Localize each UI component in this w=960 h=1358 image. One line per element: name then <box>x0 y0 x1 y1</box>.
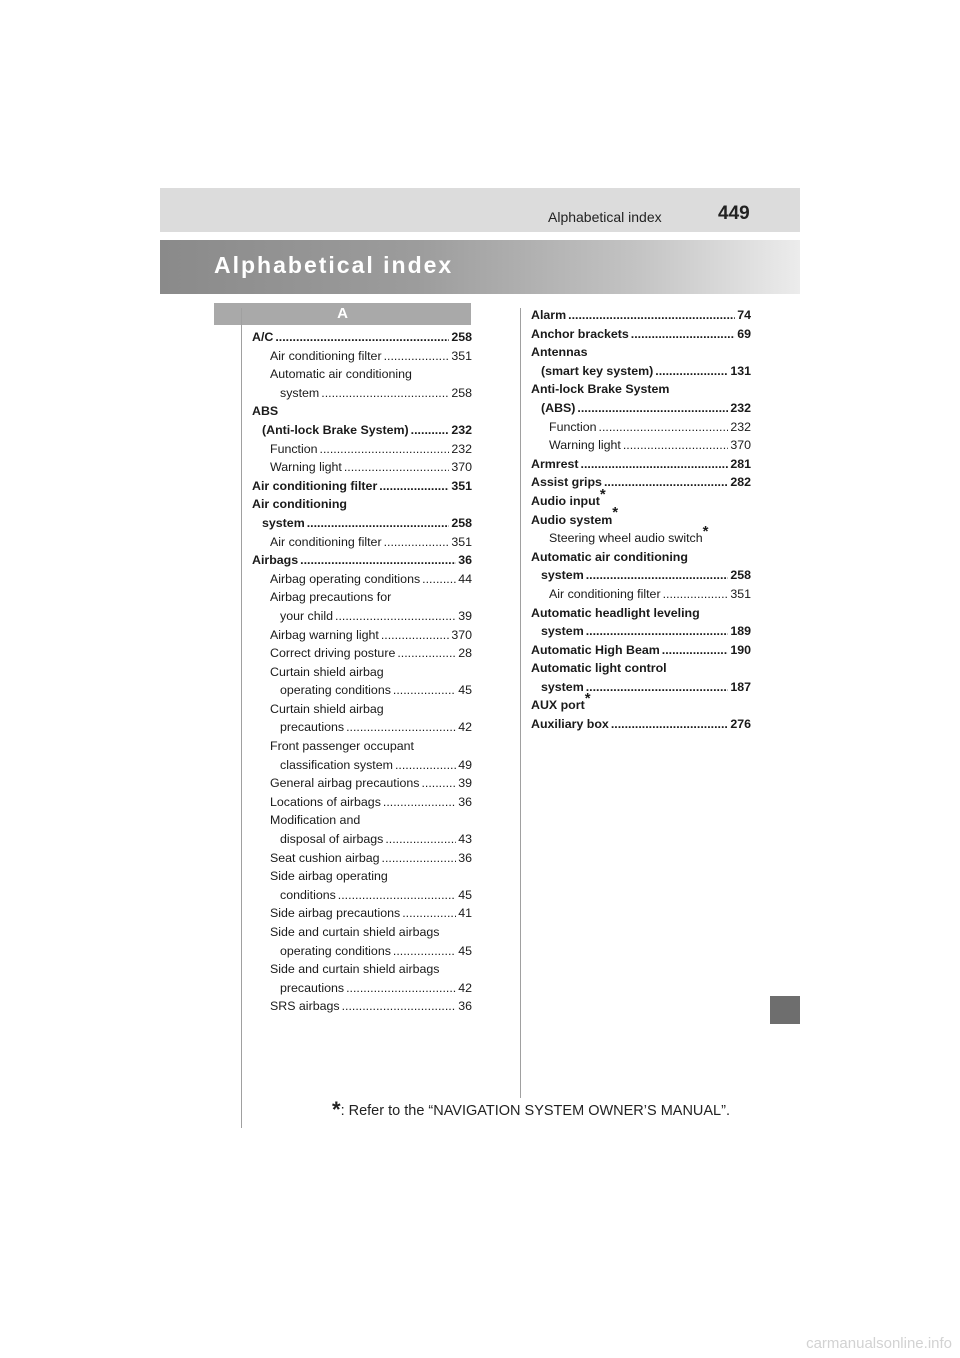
index-entry <box>252 774 472 793</box>
index-page-number: 42 <box>458 720 472 735</box>
index-entry-line <box>531 604 751 623</box>
index-entry-text: Airbags <box>252 553 299 568</box>
dot-leader <box>342 997 457 1016</box>
middle-column-rule <box>520 308 521 1098</box>
index-entry-text: AUX port <box>531 698 585 713</box>
index-entry-line <box>270 718 472 737</box>
index-entry-text: Curtain shield airbag <box>270 664 384 679</box>
header-section-title: Alphabetical index <box>548 209 662 225</box>
index-page-number: 36 <box>458 553 472 568</box>
index-entry <box>531 306 751 325</box>
index-page-number: 258 <box>451 515 472 530</box>
index-page-number: 39 <box>458 608 472 623</box>
index-entry-line <box>270 774 472 793</box>
index-entry-line <box>270 347 472 366</box>
section-tab-marker <box>770 996 800 1024</box>
dot-leader <box>300 551 456 570</box>
index-entry-line <box>270 440 472 459</box>
index-entry-text: Air conditioning filter <box>270 534 382 549</box>
index-entry-line <box>270 867 472 886</box>
index-entry <box>252 347 472 366</box>
index-entry-line <box>531 678 751 697</box>
index-entry-line <box>270 607 472 626</box>
index-entry-line <box>270 811 472 830</box>
dot-leader <box>320 440 450 459</box>
index-entry-line <box>270 588 472 607</box>
index-entry-text: SRS airbags <box>270 999 340 1014</box>
index-entry-line <box>270 737 472 756</box>
index-entry-line <box>270 626 472 645</box>
index-entry-line <box>531 485 751 511</box>
index-entry-text: Audio system <box>531 512 613 527</box>
index-entry-line <box>252 514 472 533</box>
index-entry-line <box>531 362 751 381</box>
index-entry-line <box>270 849 472 868</box>
letter-heading: A <box>214 303 471 325</box>
index-entry-line <box>531 715 751 734</box>
index-entry-line <box>252 421 472 440</box>
index-entry-line <box>531 504 751 530</box>
index-entry-text: Anchor brackets <box>531 326 629 341</box>
dot-leader <box>393 942 456 961</box>
dot-leader <box>385 830 456 849</box>
index-page-number: 44 <box>458 571 472 586</box>
index-entry-text: Locations of airbags <box>270 794 381 809</box>
index-entry-text: Side airbag precautions <box>270 906 401 921</box>
index-entry-line <box>270 904 472 923</box>
index-column-left <box>252 328 472 1016</box>
index-entry <box>252 700 472 737</box>
index-entry-text: Airbag precautions for <box>270 590 392 605</box>
index-entry-line <box>549 418 751 437</box>
index-page-number: 276 <box>730 717 751 732</box>
index-entry-line <box>531 343 751 362</box>
dot-leader <box>577 399 728 418</box>
dot-leader <box>275 328 449 347</box>
index-entry <box>252 867 472 904</box>
index-entry <box>531 325 751 344</box>
index-entry-line <box>549 436 751 455</box>
index-page-number: 351 <box>451 348 472 363</box>
dot-leader <box>402 904 456 923</box>
index-entry-text: Alarm <box>531 308 567 322</box>
index-entry-text: Airbag warning light <box>270 627 379 642</box>
dot-leader <box>611 715 729 734</box>
index-entry-text: Automatic air conditioning <box>531 549 688 564</box>
index-page-number: 351 <box>730 586 751 601</box>
index-page-number: 131 <box>730 363 751 378</box>
index-entry-text: Air conditioning filter <box>270 348 382 363</box>
dot-leader <box>381 626 449 645</box>
dot-leader <box>338 886 456 905</box>
index-entry <box>252 923 472 960</box>
index-entry <box>252 570 472 589</box>
index-entry <box>252 328 472 347</box>
index-entry-line <box>549 523 751 548</box>
index-entry-text: precautions <box>280 980 345 995</box>
index-page-number: 28 <box>458 646 472 661</box>
index-entry <box>252 737 472 774</box>
index-entry-line <box>531 641 751 660</box>
index-entry <box>531 343 751 380</box>
index-entry-text: Modification and <box>270 813 361 828</box>
index-entry-text: classification system <box>280 757 393 772</box>
index-page-number: 258 <box>730 568 751 583</box>
index-entry <box>531 436 751 455</box>
index-page-number: 370 <box>451 627 472 642</box>
dot-leader <box>395 756 456 775</box>
dot-leader <box>383 793 456 812</box>
index-page-number: 41 <box>458 906 472 921</box>
index-page-number: 74 <box>737 308 751 322</box>
index-entry-line <box>531 473 751 492</box>
dot-leader <box>321 384 449 403</box>
index-entry-line <box>531 548 751 567</box>
index-page-number: 351 <box>451 478 472 493</box>
index-entry-text: Side and curtain shield airbags <box>270 925 440 939</box>
index-entry <box>252 644 472 663</box>
dot-leader <box>604 473 728 492</box>
index-page-number: 282 <box>730 475 751 490</box>
dot-leader <box>384 533 450 552</box>
index-entry-text: Anti-lock Brake System <box>531 382 670 397</box>
index-entry <box>252 793 472 812</box>
dot-leader <box>568 306 735 325</box>
index-entry-text: Automatic light control <box>531 661 667 676</box>
dot-leader <box>307 514 450 533</box>
index-entry-text: disposal of airbags <box>280 832 384 847</box>
index-entry-text: Side airbag operating <box>270 869 388 884</box>
index-entry-text: ABS <box>252 404 279 419</box>
index-entry-line <box>531 455 751 474</box>
index-entry-line <box>270 681 472 700</box>
index-entry-text: (smart key system) <box>541 363 654 378</box>
index-entry-text: Antennas <box>531 345 588 360</box>
index-page-number: 232 <box>730 419 751 434</box>
header-bar <box>160 188 800 232</box>
index-entry <box>252 495 472 532</box>
page-number: 449 <box>718 203 750 224</box>
index-entry-line <box>252 495 472 514</box>
index-entry <box>531 715 751 734</box>
index-entry-line <box>270 663 472 682</box>
index-entry-line <box>531 399 751 418</box>
index-entry <box>531 604 751 641</box>
index-entry <box>252 588 472 625</box>
watermark: carmanualsonline.info <box>806 1335 952 1352</box>
index-page-number: 45 <box>458 887 472 902</box>
index-entry-line <box>270 942 472 961</box>
index-entry <box>531 485 751 511</box>
index-entry-line <box>270 700 472 719</box>
dot-leader <box>662 641 729 660</box>
index-entry <box>531 380 751 417</box>
dot-leader <box>335 607 456 626</box>
index-page-number: 43 <box>458 832 472 847</box>
dot-leader <box>623 436 728 455</box>
dot-leader <box>663 585 729 604</box>
index-page-number: 45 <box>458 683 472 698</box>
index-entry-text: precautions <box>280 720 345 735</box>
index-entry-text: Function <box>270 441 318 456</box>
index-entry-line <box>252 328 472 347</box>
index-page-number: 370 <box>730 438 751 453</box>
index-page-number: 281 <box>730 456 751 471</box>
index-entry <box>252 365 472 402</box>
index-entry-text: system <box>541 679 584 694</box>
index-entry-text: Front passenger occupant <box>270 739 414 754</box>
index-entry-text: Auxiliary box <box>531 717 609 732</box>
index-entry-text: system <box>541 624 584 639</box>
index-entry-text: Seat cushion airbag <box>270 850 380 865</box>
index-page-number: 49 <box>458 757 472 772</box>
footnote-star: * <box>332 1097 341 1122</box>
index-entry-line <box>531 659 751 678</box>
index-entry-line <box>270 458 472 477</box>
index-entry-text: Air conditioning filter <box>252 478 378 493</box>
index-entry-text: your child <box>280 608 334 623</box>
index-entry-text: Warning light <box>270 460 342 475</box>
index-entry <box>531 455 751 474</box>
index-page-number: 189 <box>730 624 751 639</box>
index-entry <box>252 458 472 477</box>
index-entry-line <box>270 997 472 1016</box>
index-page-number: 351 <box>451 534 472 549</box>
index-entry-line <box>270 644 472 663</box>
index-column-right <box>531 306 751 734</box>
footnote-star-marker: * <box>599 485 606 503</box>
index-entry-line <box>531 380 751 399</box>
dot-leader <box>384 347 450 366</box>
dot-leader <box>631 325 735 344</box>
index-entry-line <box>252 402 472 421</box>
index-entry <box>531 690 751 715</box>
index-entry-text: Warning light <box>549 438 621 453</box>
index-entry-text: system <box>541 568 584 583</box>
index-page-number: 39 <box>458 776 472 791</box>
index-entry-text: Automatic High Beam <box>531 642 660 657</box>
index-entry-text: Automatic headlight leveling <box>531 605 700 620</box>
index-entry-text: Airbag operating conditions <box>270 571 421 586</box>
index-page-number: 232 <box>451 441 472 456</box>
index-entry-text: conditions <box>280 887 336 902</box>
dot-leader <box>586 566 729 585</box>
footnote-text: : Refer to the “NAVIGATION SYSTEM OWNER’S MANUAL”. <box>340 1103 730 1119</box>
index-page-number: 45 <box>458 943 472 958</box>
index-entry <box>252 440 472 459</box>
index-entry <box>252 904 472 923</box>
index-page-number: 190 <box>730 642 751 657</box>
index-entry-line <box>270 570 472 589</box>
index-entry-line <box>270 365 472 384</box>
index-entry <box>531 585 751 604</box>
index-entry-line <box>270 830 472 849</box>
dot-leader <box>586 678 729 697</box>
index-entry <box>531 504 751 530</box>
dot-leader <box>599 418 729 437</box>
index-entry <box>252 477 472 496</box>
index-entry <box>252 551 472 570</box>
dot-leader <box>655 362 728 381</box>
index-entry-line <box>270 756 472 775</box>
index-entry-line <box>531 566 751 585</box>
dot-leader <box>581 455 729 474</box>
index-entry-line <box>270 923 472 942</box>
index-entry <box>252 402 472 439</box>
dot-leader <box>344 458 449 477</box>
index-page-number: 36 <box>458 794 472 809</box>
dot-leader <box>379 477 449 496</box>
index-entry <box>252 533 472 552</box>
index-entry-text: Curtain shield airbag <box>270 701 384 716</box>
index-entry-text: Automatic air conditioning <box>270 367 412 382</box>
left-column-rule <box>241 308 242 1128</box>
index-entry-line <box>270 793 472 812</box>
index-page-number: 232 <box>730 400 751 415</box>
index-entry-text: Correct driving posture <box>270 646 396 661</box>
index-page-number: 69 <box>737 326 751 341</box>
index-entry-text: system <box>262 515 305 530</box>
index-page-number: 232 <box>451 422 472 437</box>
index-entry <box>531 641 751 660</box>
index-entry-line <box>531 306 751 325</box>
index-entry-text: Side and curtain shield airbags <box>270 962 440 977</box>
index-entry-line <box>531 690 751 715</box>
index-entry-text: Steering wheel audio switch <box>549 531 703 546</box>
index-entry <box>252 997 472 1016</box>
index-entry-line <box>270 979 472 998</box>
index-entry-line <box>270 960 472 979</box>
dot-leader <box>346 979 456 998</box>
index-entry-line <box>252 477 472 496</box>
dot-leader <box>411 421 450 440</box>
index-entry-text: system <box>280 385 320 400</box>
index-entry-text: General airbag precautions <box>270 776 420 791</box>
index-entry-text: Air conditioning <box>252 497 347 512</box>
index-entry-line <box>252 551 472 570</box>
dot-leader <box>397 644 456 663</box>
footnote-star-marker: * <box>584 690 591 708</box>
index-entry <box>252 626 472 645</box>
index-page-number: 36 <box>458 850 472 865</box>
index-entry-line <box>270 886 472 905</box>
index-entry-text: (ABS) <box>541 400 576 415</box>
index-entry <box>531 548 751 585</box>
index-entry <box>531 418 751 437</box>
index-entry <box>252 811 472 848</box>
dot-leader <box>393 681 456 700</box>
index-entry-line <box>270 384 472 403</box>
index-entry-text: Air conditioning filter <box>549 586 661 601</box>
index-entry-line <box>531 325 751 344</box>
index-entry-text: Armrest <box>531 456 579 471</box>
index-entry <box>531 659 751 696</box>
dot-leader <box>382 849 457 868</box>
index-entry <box>252 849 472 868</box>
index-page-number: 36 <box>458 999 472 1014</box>
index-entry <box>252 960 472 997</box>
index-page-number: 42 <box>458 980 472 995</box>
index-page-number: 258 <box>451 330 472 344</box>
index-entry-line <box>549 585 751 604</box>
footnote <box>332 1097 730 1123</box>
index-page-number: 187 <box>730 679 751 694</box>
index-entry-line <box>531 622 751 641</box>
index-page-number: 258 <box>451 385 472 400</box>
index-entry-text: operating conditions <box>280 943 391 958</box>
index-entry-text: A/C <box>252 330 274 344</box>
dot-leader <box>586 622 729 641</box>
index-entry-text: (Anti-lock Brake System) <box>262 422 409 437</box>
index-page-number: 370 <box>451 460 472 475</box>
index-entry-text: operating conditions <box>280 683 391 698</box>
footnote-star-marker: * <box>702 523 709 540</box>
index-entry-line <box>270 533 472 552</box>
index-entry-text: Audio input <box>531 493 600 508</box>
dot-leader <box>422 570 456 589</box>
index-entry <box>252 663 472 700</box>
dot-leader <box>346 718 456 737</box>
footnote-star-marker: * <box>612 504 619 522</box>
index-entry-text: Function <box>549 419 597 434</box>
index-entry <box>531 523 751 548</box>
index-entry <box>531 473 751 492</box>
dot-leader <box>421 774 456 793</box>
page-title: Alphabetical index <box>214 252 454 278</box>
index-entry-text: Assist grips <box>531 475 602 490</box>
